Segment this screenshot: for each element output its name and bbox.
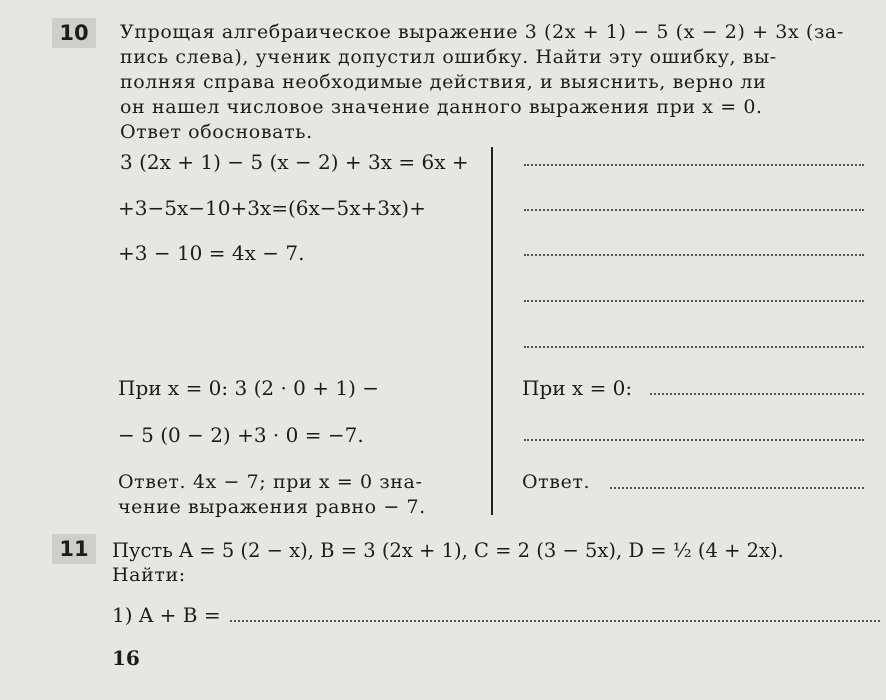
at-x0-left-2: − 5 (0 − 2) +3 · 0 = −7. <box>118 423 364 447</box>
task-intro-line-5: Ответ обосновать. <box>120 121 313 143</box>
page-number: 16 <box>112 646 140 670</box>
at-x0-left-1: При x = 0: 3 (2 · 0 + 1) − <box>118 376 380 400</box>
task-11-line-2: Найти: <box>112 564 186 586</box>
answer-line-4[interactable] <box>524 300 864 302</box>
task-intro-line-4: он нашел числовое значение данного выражения при x = 0. <box>120 96 763 118</box>
answer-line-final[interactable] <box>610 487 864 489</box>
answer-line-2[interactable] <box>524 209 864 211</box>
task-intro-line-3: полняя справа необходимые действия, и выяснить, верно ли <box>120 71 767 93</box>
at-x0-right-label: При x = 0: <box>522 376 633 400</box>
answer-right-label: Ответ. <box>522 471 591 493</box>
answer-line-5[interactable] <box>524 346 864 348</box>
answer-left-1: Ответ. 4x − 7; при x = 0 зна- <box>118 471 423 493</box>
task-11-number-badge: 11 <box>52 534 96 564</box>
student-work-line-2: +3−5x−10+3x=(6x−5x+3x)+ <box>118 196 426 220</box>
task-intro-line-2: пись слева), ученик допустил ошибку. Найти эту ошибку, вы- <box>120 46 777 68</box>
task-number-badge: 10 <box>52 18 96 48</box>
answer-line-x0[interactable] <box>650 393 864 395</box>
student-work-line-3: +3 − 10 = 4x − 7. <box>118 241 305 265</box>
answer-line-1[interactable] <box>524 164 864 166</box>
answer-line-3[interactable] <box>524 254 864 256</box>
task-11-answer-line[interactable] <box>230 620 880 622</box>
answer-line-6[interactable] <box>524 439 864 441</box>
column-divider <box>491 147 493 515</box>
task-11-line-1: Пусть A = 5 (2 − x), B = 3 (2x + 1), C = 2 (3 − 5x), D = ½ (4 + 2x). <box>112 539 784 562</box>
task-intro-line-1: Упрощая алгебраическое выражение 3 (2x + 1) − 5 (x − 2) + 3x (за- <box>120 21 844 43</box>
task-11-item-1: 1) A + B = <box>112 603 221 627</box>
student-work-line-1: 3 (2x + 1) − 5 (x − 2) + 3x = 6x + <box>120 150 469 174</box>
answer-left-2: чение выражения равно − 7. <box>118 496 426 518</box>
